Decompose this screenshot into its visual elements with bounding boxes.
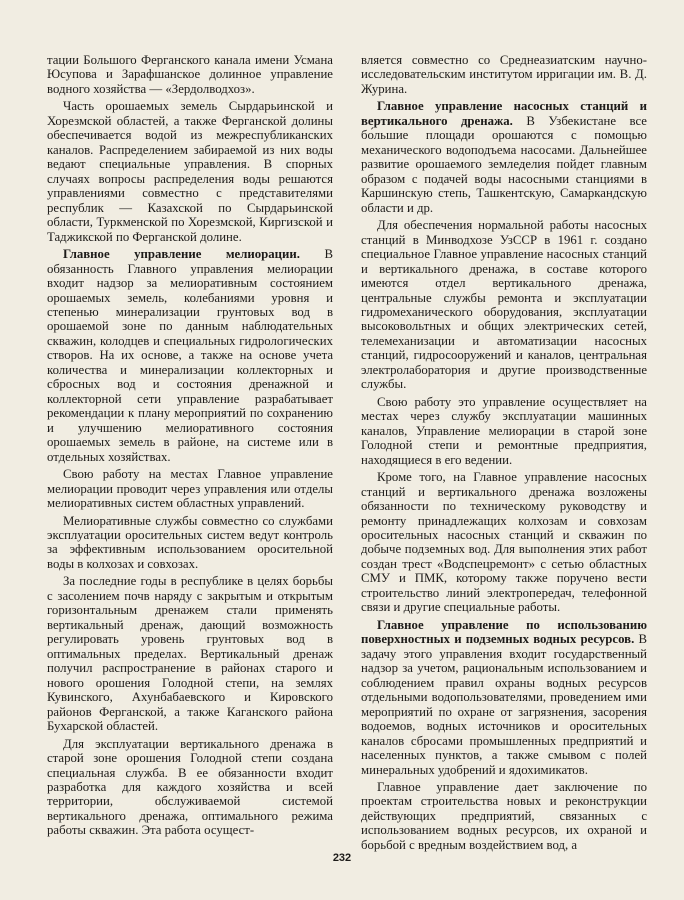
paragraph-text: Свою работу это управление осуществляет на местах через службу эксплуатации машинных каналов, Управление мелиорации в старой зоне Голодной степи и ремонтные предприятия, находящиеся в его ведении. [361,394,647,467]
section-heading: Главное управление по использованию поверхностных и подземных водных ресурсов. [361,617,647,647]
paragraph [47,53,333,96]
paragraph-text: тации Большого Ферганского канала имени Усмана Юсупова и Зарафшанское долинное управление водного хозяйства — «Зердолводхоз». [47,53,333,96]
paragraph [47,514,333,572]
paragraph [47,247,333,464]
paragraph-text: В Узбекистане все бо́льшие площади орошаются с помощью механического водоподъема насосами. Дальнейшее развитие орошаемого земледелия пойдет главным образом с подачей воды насосными станциями в Каршинскую степь, Ташкентскую, Самаркандскую области и др. [361,113,647,215]
right-column [361,53,647,853]
paragraph-text: Для эксплуатации вертикального дренажа в старой зоне орошения Голодной степи создана специальная служба. В ее обязанности входит разработка для каждого хозяйства и всей территории, обслуживаемой системой вертикального дренажа, оптимального режима работы скважин. Эта работа осущест- [47,736,333,838]
paragraph-text: В задачу этого управления входит государственный надзор за учетом, рациональным использованием и соблюдением правил охраны водных ресурсов отдельными водопользователями, проведением ими мероприятий по охране от загрязнения, засорения водоемов, водных источников и оросительных каналов сбросами промышленных предприятий и населенных пунктов, а также смывом с полей минеральных удобрений и ядохимикатов. [361,632,647,777]
paragraph [361,780,647,852]
paragraph-text: Свою работу на местах Главное управление мелиорации проводит через управления или отделы мелиоративных систем областных управлений. [47,467,333,511]
paragraph-text: Главное управление дает заключение по проектам строительства новых и реконструкции действующих предприятий, связанных с использованием водных ресурсов, их охраной и борьбой с вредным воздействием вод, а [361,779,647,852]
text-columns [47,53,647,853]
section-heading: Главное управление насосных станций и вертикального дренажа. [361,99,647,128]
section-heading: Главное управление мелиорации. [63,247,301,262]
page-number: 232 [332,852,352,864]
paragraph [47,737,333,838]
paragraph [361,395,647,467]
paragraph-text: Мелиоративные службы совместно со службами эксплуатации оросительных систем ведут контроль за эффективным использованием оросительной воды в колхозах и совхозах. [47,513,333,571]
paragraph [361,618,647,777]
paragraph-text: Для обеспечения нормальной работы насосных станций в Минводхозе УзССР в 1961 г. создано специальное Главное управление насосных станций и вертикального дренажа, в составе которого имеются отдел вертикального дренажа, центральные службы ремонта и эксплуатации гидромеханического оборудования, эксплуатации высоковольтных и общих электрических сетей, телемеханизации и автоматизации насосных станций, гидросооружений и каналов, центральная электролаборатория и другие производственные службы. [361,218,647,392]
paragraph-text: Кроме того, на Главное управление насосных станций и вертикального дренажа возложены обязанности по техническому руководству и ремонту принадлежащих колхозам и совхозам оросительных насосных станций и скважин по добыче подземных вод. Для выполнения этих работ создан трест «Водспецремонт» с сетью областных СМУ и ПМК, которому также поручено вести строительство линий электропередач, телефонной связи и другие специальные работы. [361,470,647,615]
paragraph [47,99,333,244]
paragraph [361,470,647,615]
paragraph-text: В обязанность Главного управления мелиорации входит надзор за мелиоративным состоянием орошаемых земель, колебаниями уровня и степенью минерализации грунтовых вод в орошаемой зоне по данным наблюдательных скважин, колодцев и специальных гидрологических створов. На их основе, а также на основе учета количества и минерализации коллекторных и сбросных вод и состояния дренажной и коллекторной сети управление разрабатывает рекомендации к плану мероприятий по сохранению и улучшению мелиоративного состояния орошаемых земель в районе, на системе или в отдельных хозяйствах. [47,247,333,464]
left-column [47,53,333,853]
paragraph-text: За последние годы в республике в целях борьбы с засолением почв наряду с закрытым и открытым горизонтальным дренажем стали применять вертикальный дренаж, дающий возможность регулировать уровень грунтовых вод в оптимальных пределах. Вертикальный дренаж получил распространение в районах старого и нового орошения Голодной степи, на землях Кувинского, Ахунбабаевского и Кировского районов Ферганской, а также Каганского района Бухарской областей. [47,574,333,734]
paragraph [361,99,647,215]
paragraph-text: вляется совместно со Среднеазиатским научно-исследовательским институтом ирригации им. В. Д. Журина. [361,53,647,96]
paragraph [361,218,647,392]
paragraph-text: Часть орошаемых земель Сырдарьинской и Хорезмской областей, а также Ферганской долины обеспечивается водой из межреспубликанских каналов. Распределением забираемой из них воды ведают специальные управления. В спорных случаях вопросы распределения воды решаются управлениями совместно с представителями республик — Казахской по Сырдарьинской области, Туркменской по Хорезмской, Киргизской и Таджикской по Ферганской долине. [47,99,333,244]
paragraph [47,574,333,733]
paragraph [361,53,647,96]
paragraph [47,467,333,510]
